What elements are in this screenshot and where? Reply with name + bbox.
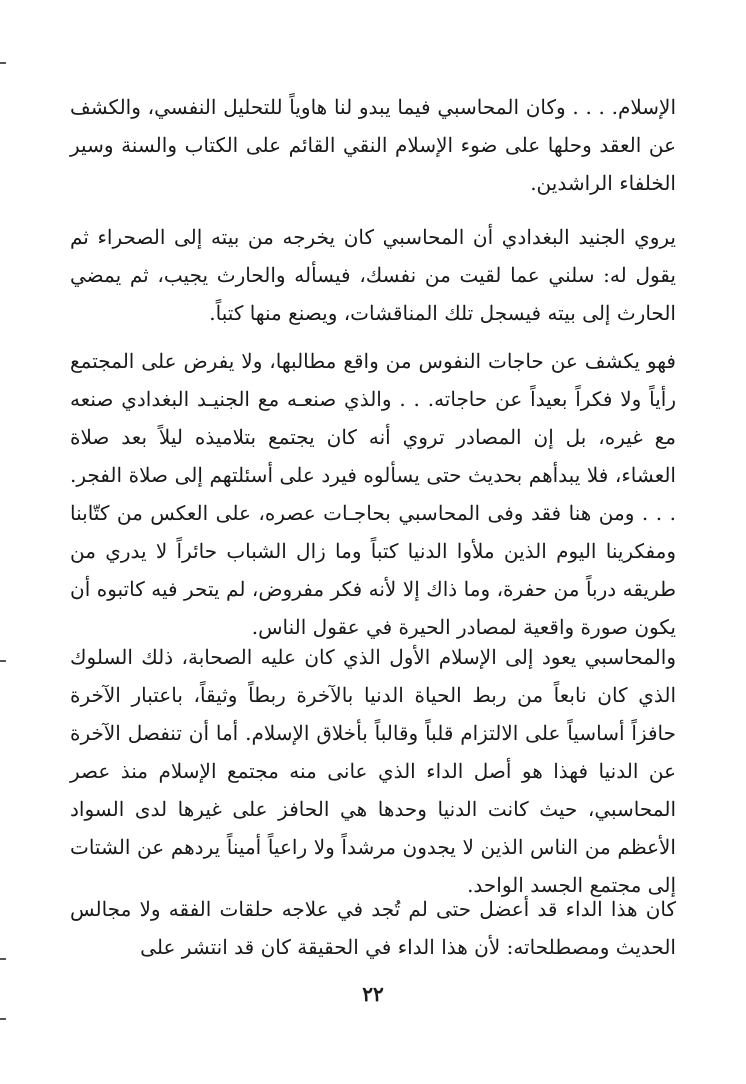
scan-edge-mark xyxy=(0,62,6,64)
paragraph-4: والمحاسبي يعود إلى الإسلام الأول الذي كان عليه الصحابة، ذلك السلوك الذي كان نابعاً من ربط الحياة الدنيا بالآخرة ربطاً وثيقاً، باعتبار الآخرة حافزاً أساسياً على الالتزام قلباً وقالباً بأخلاق الإسلام. أما أن تنفصل الآخرة عن الدنيا فهذا هو أصل الداء الذي عانى منه مجتمع الإسلام منذ عصر المحاسبي، حيث كانت الدنيا وحدها هي الحافز على غيرها لدى السواد الأعظم من الناس الذين لا يجدون مرشداً ولا راعياً أميناً يردهم عن الشتات إلى مجتمع الجسد الواحد. xyxy=(70,645,676,897)
scan-edge-mark xyxy=(0,958,6,960)
scan-edge-mark xyxy=(0,1018,6,1020)
paragraph-2: يروي الجنيد البغدادي أن المحاسبي كان يخرجه من بيته إلى الصحراء ثم يقول له: سلني عما لقيت من نفسك، فيسأله والحارث يجيب، ثم يمضي الحارث إلى بيته فيسجل تلك المناقشات، ويصنع منها كتباً. xyxy=(70,225,676,325)
paragraph-1: الإسلام. . . . وكان المحاسبي فيما يبدو لنا هاوياً للتحليل النفسي، والكشف عن العقد وحلها على ضوء الإسلام النقي القائم على الكتاب والسنة وسير الخلفاء الراشدين. xyxy=(70,95,676,195)
page-number: ٢٢ xyxy=(362,982,384,1006)
paragraph-5: كان هذا الداء قد أعضل حتى لم تُجد في علاجه حلقات الفقه ولا مجالس الحديث ومصطلحاته: لأن هذا الداء في الحقيقة كان قد انتشر على xyxy=(70,897,676,959)
scan-edge-mark xyxy=(0,660,6,662)
paragraph-3: فهو يكشف عن حاجات النفوس من واقع مطالبها، ولا يفرض على المجتمع رأياً ولا فكراً بعيداً عن حاجاته. . . والذي صنعـه مع الجنيـد البغدادي صنعه مع غيره، بل إن المصادر تروي أنه كان يجتمع بتلاميذه ليلاً بعد صلاة العشاء، فلا يبدأهم بحديث حتى يسألوه فيرد على أسئلتهم إلى صلاة الفجر. . . . ومن هنا فقد وفى المحاسبي بحاجـات عصره، على العكس من كتّابنا ومفكرينا اليوم الذين ملأوا الدنيا كتباً وما زال الشباب حائراً لا يدري من طريقه درباً من حفرة، وما ذاك إلا لأنه فكر مفروض، لم يتحر فيه كاتبوه أن يكون صورة واقعية لمصادر الحيرة في عقول الناس. xyxy=(70,349,676,639)
